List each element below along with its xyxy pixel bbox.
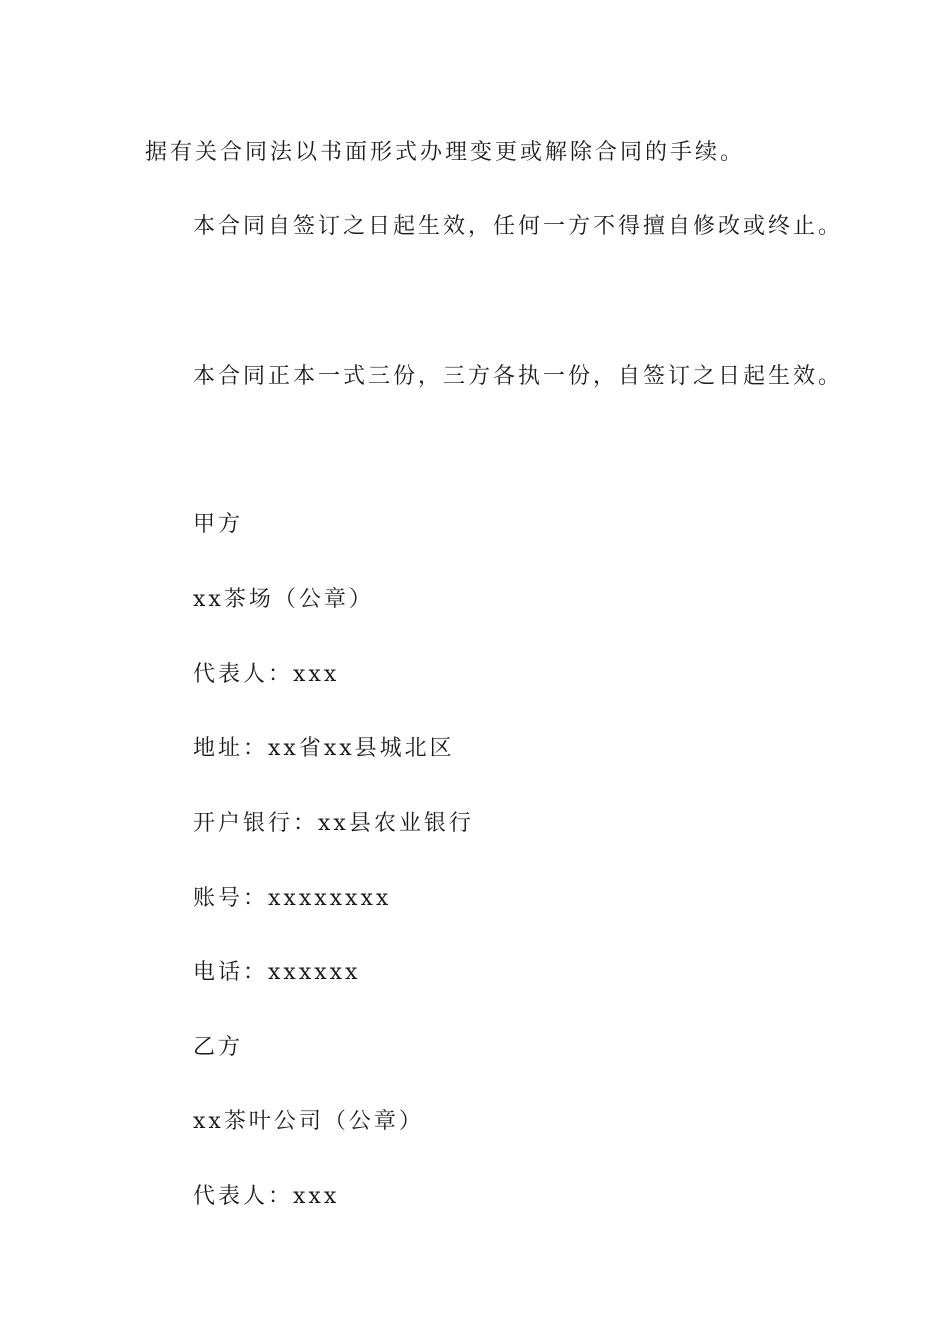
party-b-heading: 乙方 [193, 1035, 244, 1060]
paragraph-effective-date: 本合同自签订之日起生效，任何一方不得擅自修改或终止。 [193, 214, 844, 239]
party-a-phone: 电话：xxxxxx [193, 960, 361, 985]
party-a-heading: 甲方 [193, 512, 244, 537]
party-a-name: xx茶场（公章） [193, 587, 374, 612]
party-a-bank: 开户银行：xx县农业银行 [193, 811, 474, 836]
party-b-representative: 代表人：xxx [193, 1184, 340, 1209]
paragraph-copies: 本合同正本一式三份，三方各执一份，自签订之日起生效。 [193, 364, 844, 389]
party-b-name: xx茶叶公司（公章） [193, 1109, 424, 1134]
paragraph-contract-change: 据有关合同法以书面形式办理变更或解除合同的手续。 [145, 140, 746, 165]
party-a-representative: 代表人：xxx [193, 662, 340, 687]
party-a-address: 地址：xx省xx县城北区 [193, 736, 455, 761]
party-a-account: 账号：xxxxxxxx [193, 886, 392, 911]
